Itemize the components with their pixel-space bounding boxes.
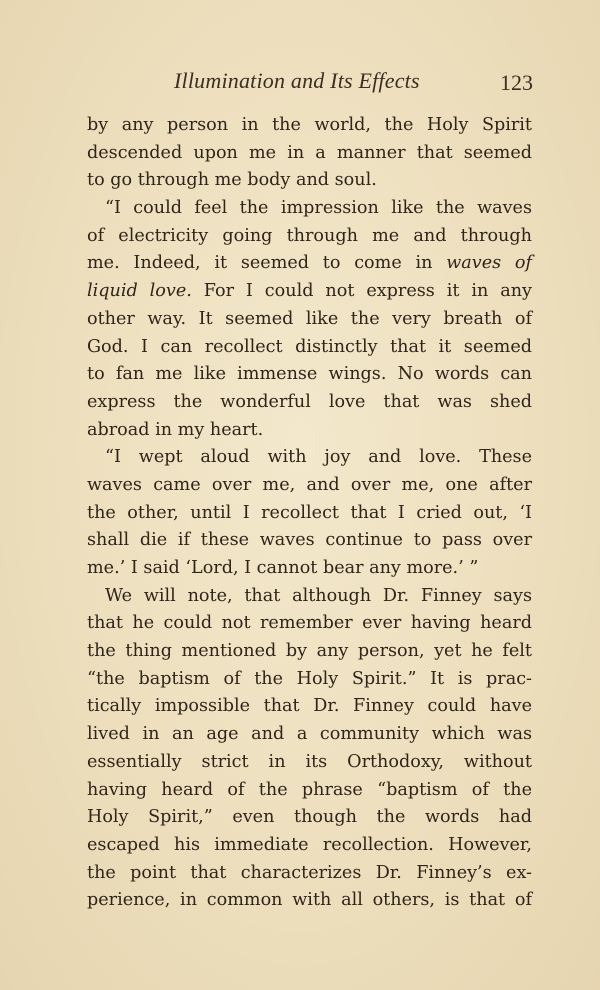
text-line-segment: escaped his immediate recollection. However, xyxy=(87,834,532,855)
body-text xyxy=(87,112,532,915)
text-line xyxy=(87,167,532,195)
text-line xyxy=(87,832,532,860)
text-line-segment: For I could not express it in any xyxy=(191,281,532,302)
italic-emphasis: waves of xyxy=(446,253,532,274)
text-line-segment: to fan me like immense wings. No words can xyxy=(87,364,532,385)
text-line xyxy=(87,887,532,915)
text-line xyxy=(87,361,532,389)
text-line-segment: to go through me body and soul. xyxy=(87,170,377,191)
text-line xyxy=(87,666,532,694)
text-line-segment: express the wonderful love that was shed xyxy=(87,391,532,412)
text-line xyxy=(87,195,532,223)
text-line-segment: “I wept aloud with joy and love. These xyxy=(105,447,532,468)
text-line-segment: essentially strict in its Orthodoxy, without xyxy=(87,751,532,772)
text-line-segment: “the baptism of the Holy Spirit.” It is prac- xyxy=(87,668,532,689)
italic-emphasis: liquid love. xyxy=(87,281,192,302)
running-header xyxy=(0,68,600,98)
text-line-segment: having heard of the phrase “baptism of the xyxy=(87,779,532,800)
text-line xyxy=(87,500,532,528)
text-line xyxy=(87,610,532,638)
text-line-segment: We will note, that although Dr. Finney says xyxy=(105,585,532,606)
text-line xyxy=(87,444,532,472)
page-number: 123 xyxy=(500,70,533,95)
text-line-segment: descended upon me in a manner that seemed xyxy=(87,142,532,163)
text-line xyxy=(87,555,532,583)
text-line xyxy=(87,306,532,334)
text-line-segment: the point that characterizes Dr. Finney’s ex- xyxy=(87,862,532,883)
text-line xyxy=(87,804,532,832)
text-line-segment: that he could not remember ever having heard xyxy=(87,613,532,634)
running-title: Illumination and Its Effects xyxy=(174,68,420,93)
text-line-segment: perience, in common with all others, is that of xyxy=(87,890,532,911)
text-line xyxy=(87,721,532,749)
text-line-segment: waves came over me, and over me, one after xyxy=(87,474,532,495)
text-line xyxy=(87,693,532,721)
text-line xyxy=(87,472,532,500)
text-line-segment: shall die if these waves continue to pass over xyxy=(87,530,532,551)
text-line-segment: of electricity going through me and through xyxy=(87,225,532,246)
text-line xyxy=(87,777,532,805)
text-line-segment: the other, until I recollect that I cried out, ‘I xyxy=(87,502,532,523)
text-line xyxy=(87,583,532,611)
text-line-segment: “I could feel the impression like the waves xyxy=(105,198,532,219)
text-line xyxy=(87,223,532,251)
text-line xyxy=(87,527,532,555)
text-line xyxy=(87,389,532,417)
text-line xyxy=(87,334,532,362)
text-line-segment: Holy Spirit,” even though the words had xyxy=(87,807,532,828)
text-line-segment: other way. It seemed like the very breath of xyxy=(87,308,532,329)
text-line-segment: me.’ I said ‘Lord, I cannot bear any more.’ ” xyxy=(87,558,479,578)
text-line-segment: abroad in my heart. xyxy=(87,419,264,440)
text-line xyxy=(87,112,532,140)
text-line xyxy=(87,140,532,168)
text-line-segment: lived in an age and a community which was xyxy=(87,724,532,745)
text-line-segment: tically impossible that Dr. Finney could have xyxy=(87,696,532,717)
text-line-segment: me. Indeed, it seemed to come in xyxy=(87,253,447,274)
text-line-segment: God. I can recollect distinctly that it seemed xyxy=(87,336,532,357)
text-line xyxy=(87,250,532,278)
text-line-segment: the thing mentioned by any person, yet he felt xyxy=(87,641,532,662)
text-line xyxy=(87,638,532,666)
text-line-segment: by any person in the world, the Holy Spirit xyxy=(87,115,532,135)
text-line xyxy=(87,278,532,306)
text-line xyxy=(87,749,532,777)
text-line xyxy=(87,860,532,888)
text-line xyxy=(87,417,532,445)
